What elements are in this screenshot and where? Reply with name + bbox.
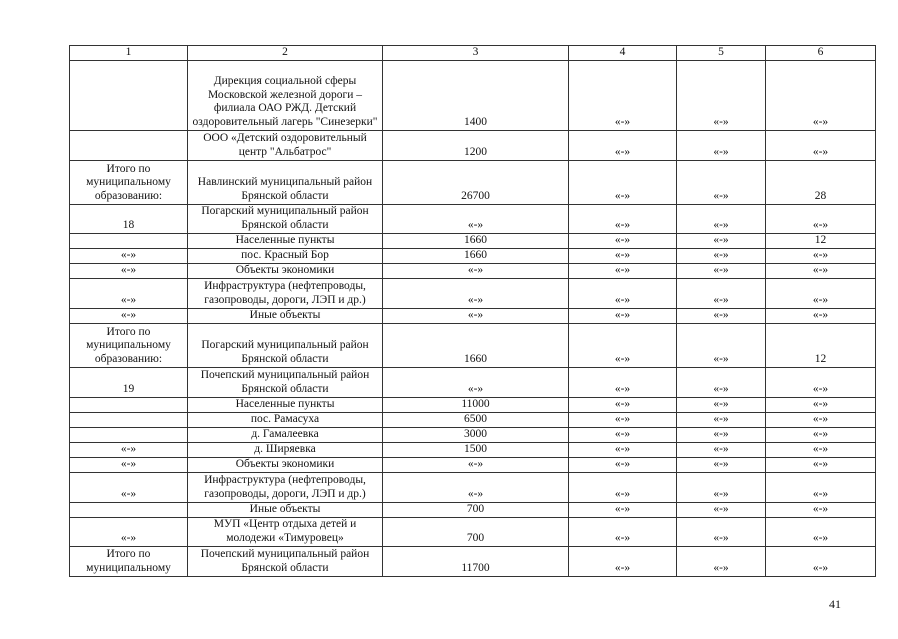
table-cell: Объекты экономики xyxy=(188,264,383,279)
table-cell: Итого по муниципальному xyxy=(70,547,188,577)
table-cell: Иные объекты xyxy=(188,503,383,518)
table-cell: Инфраструктура (нефтепроводы, газопроводы, дороги, ЛЭП и др.) xyxy=(188,473,383,503)
column-header: 5 xyxy=(677,46,766,61)
table-cell: Дирекция социальной сферы Московской железной дороги – филиала ОАО РЖД. Детский оздоровительный лагерь "Синезерки" xyxy=(188,61,383,131)
table-cell: д. Ширяевка xyxy=(188,443,383,458)
table-cell: 11700 xyxy=(383,547,569,577)
page-number: 41 xyxy=(829,597,841,611)
table-cell: «-» xyxy=(569,518,677,547)
table-cell: 28 xyxy=(766,161,876,205)
table-row xyxy=(70,205,876,234)
table-cell xyxy=(70,234,188,249)
table-row xyxy=(70,473,876,503)
table-cell: «-» xyxy=(569,443,677,458)
table-cell: «-» xyxy=(677,249,766,264)
table-cell: 1400 xyxy=(383,61,569,131)
table-cell xyxy=(70,131,188,161)
table-cell: «-» xyxy=(569,458,677,473)
table-row xyxy=(70,234,876,249)
table-cell: «-» xyxy=(766,503,876,518)
table-cell: «-» xyxy=(766,205,876,234)
table-cell: «-» xyxy=(766,413,876,428)
table-cell: «-» xyxy=(569,503,677,518)
table-row xyxy=(70,413,876,428)
table-cell: «-» xyxy=(569,547,677,577)
table-row xyxy=(70,458,876,473)
table-cell: «-» xyxy=(569,131,677,161)
table-cell: «-» xyxy=(677,518,766,547)
table-cell: «-» xyxy=(677,398,766,413)
table-cell: 11000 xyxy=(383,398,569,413)
data-table xyxy=(69,45,876,577)
table-cell: «-» xyxy=(569,324,677,368)
table-cell: «-» xyxy=(677,458,766,473)
table-cell: Почепский муниципальный район Брянской области xyxy=(188,368,383,398)
column-header: 3 xyxy=(383,46,569,61)
table-cell: Иные объекты xyxy=(188,309,383,324)
table-cell: «-» xyxy=(569,205,677,234)
table-cell: «-» xyxy=(569,264,677,279)
table-cell: ООО «Детский оздоровительный центр "Альбатрос" xyxy=(188,131,383,161)
table-row xyxy=(70,324,876,368)
table-cell: «-» xyxy=(569,368,677,398)
table-cell: «-» xyxy=(70,249,188,264)
table-row xyxy=(70,309,876,324)
table-cell: «-» xyxy=(569,234,677,249)
table-cell: «-» xyxy=(677,324,766,368)
table-body xyxy=(70,46,876,577)
table-row xyxy=(70,518,876,547)
table-cell: Населенные пункты xyxy=(188,234,383,249)
table-cell: «-» xyxy=(569,398,677,413)
table-cell: «-» xyxy=(383,309,569,324)
table-cell: «-» xyxy=(70,279,188,309)
table-cell: 3000 xyxy=(383,428,569,443)
column-header: 1 xyxy=(70,46,188,61)
column-header: 4 xyxy=(569,46,677,61)
table-cell: 6500 xyxy=(383,413,569,428)
table-cell: «-» xyxy=(70,309,188,324)
table-row xyxy=(70,368,876,398)
table-cell: 1660 xyxy=(383,324,569,368)
table-cell: «-» xyxy=(569,61,677,131)
table-cell: «-» xyxy=(70,458,188,473)
table-cell: «-» xyxy=(766,473,876,503)
table-cell xyxy=(70,398,188,413)
table-cell: «-» xyxy=(383,458,569,473)
table-cell: «-» xyxy=(677,547,766,577)
table-cell: «-» xyxy=(569,249,677,264)
table-row xyxy=(70,61,876,131)
table-cell: «-» xyxy=(569,413,677,428)
table-cell: «-» xyxy=(383,264,569,279)
table-cell: «-» xyxy=(383,205,569,234)
table-row xyxy=(70,131,876,161)
table-row xyxy=(70,264,876,279)
table-cell: «-» xyxy=(677,234,766,249)
table-row xyxy=(70,279,876,309)
table-cell: «-» xyxy=(569,161,677,205)
table-cell: «-» xyxy=(766,443,876,458)
table-cell: «-» xyxy=(766,61,876,131)
table-cell: 700 xyxy=(383,503,569,518)
table-row xyxy=(70,547,876,577)
table-cell: Объекты экономики xyxy=(188,458,383,473)
table-cell: «-» xyxy=(677,443,766,458)
table-cell: «-» xyxy=(677,61,766,131)
table-cell: «-» xyxy=(766,547,876,577)
table-cell: пос. Красный Бор xyxy=(188,249,383,264)
table-cell: д. Гамалеевка xyxy=(188,428,383,443)
table-cell: 1660 xyxy=(383,234,569,249)
table-cell: 12 xyxy=(766,324,876,368)
table-row xyxy=(70,443,876,458)
table-cell: «-» xyxy=(677,309,766,324)
table-cell: «-» xyxy=(70,264,188,279)
table-cell: «-» xyxy=(677,131,766,161)
table-cell: «-» xyxy=(677,368,766,398)
table-cell: «-» xyxy=(677,264,766,279)
column-header: 2 xyxy=(188,46,383,61)
table-cell: «-» xyxy=(70,518,188,547)
table-cell: «-» xyxy=(766,279,876,309)
table-cell: «-» xyxy=(766,458,876,473)
table-cell: 12 xyxy=(766,234,876,249)
table-cell: 26700 xyxy=(383,161,569,205)
table-cell: «-» xyxy=(766,131,876,161)
table-cell: «-» xyxy=(383,473,569,503)
table-cell: «-» xyxy=(70,473,188,503)
table-cell: «-» xyxy=(766,398,876,413)
table-cell: «-» xyxy=(677,413,766,428)
table-cell: «-» xyxy=(766,368,876,398)
header-row xyxy=(70,46,876,61)
table-cell: «-» xyxy=(677,428,766,443)
table-cell: Итого по муниципальному образованию: xyxy=(70,161,188,205)
table-cell: Погарский муниципальный район Брянской области xyxy=(188,324,383,368)
table-cell: «-» xyxy=(677,205,766,234)
table-cell: «-» xyxy=(766,428,876,443)
table-cell: 1500 xyxy=(383,443,569,458)
table-row xyxy=(70,161,876,205)
table-cell xyxy=(70,503,188,518)
table-row xyxy=(70,398,876,413)
table-cell: 1200 xyxy=(383,131,569,161)
table-cell: «-» xyxy=(569,428,677,443)
table-cell: 1660 xyxy=(383,249,569,264)
table-cell: «-» xyxy=(383,279,569,309)
table-cell: «-» xyxy=(677,161,766,205)
table-cell: «-» xyxy=(569,473,677,503)
table-cell: «-» xyxy=(677,473,766,503)
table-cell: «-» xyxy=(677,503,766,518)
table-cell xyxy=(70,61,188,131)
table-cell: Почепский муниципальный район Брянской области xyxy=(188,547,383,577)
table-cell: «-» xyxy=(766,264,876,279)
table-cell: Погарский муниципальный район Брянской области xyxy=(188,205,383,234)
table-cell: «-» xyxy=(383,368,569,398)
table-cell: «-» xyxy=(766,309,876,324)
table-cell xyxy=(70,428,188,443)
table-cell: Инфраструктура (нефтепроводы, газопроводы, дороги, ЛЭП и др.) xyxy=(188,279,383,309)
table-cell: «-» xyxy=(569,309,677,324)
table-row xyxy=(70,428,876,443)
table-cell: «-» xyxy=(766,249,876,264)
table-cell: «-» xyxy=(70,443,188,458)
table-cell: МУП «Центр отдыха детей и молодежи «Тимуровец» xyxy=(188,518,383,547)
table-cell: пос. Рамасуха xyxy=(188,413,383,428)
table-cell xyxy=(70,413,188,428)
table-cell: Итого по муниципальному образованию: xyxy=(70,324,188,368)
table-cell: 18 xyxy=(70,205,188,234)
table-cell: 19 xyxy=(70,368,188,398)
table-row xyxy=(70,249,876,264)
table-row xyxy=(70,503,876,518)
table-cell: «-» xyxy=(677,279,766,309)
table-cell: «-» xyxy=(766,518,876,547)
table-cell: Населенные пункты xyxy=(188,398,383,413)
table-cell: 700 xyxy=(383,518,569,547)
table-cell: «-» xyxy=(569,279,677,309)
table-cell: Навлинский муниципальный район Брянской области xyxy=(188,161,383,205)
column-header: 6 xyxy=(766,46,876,61)
